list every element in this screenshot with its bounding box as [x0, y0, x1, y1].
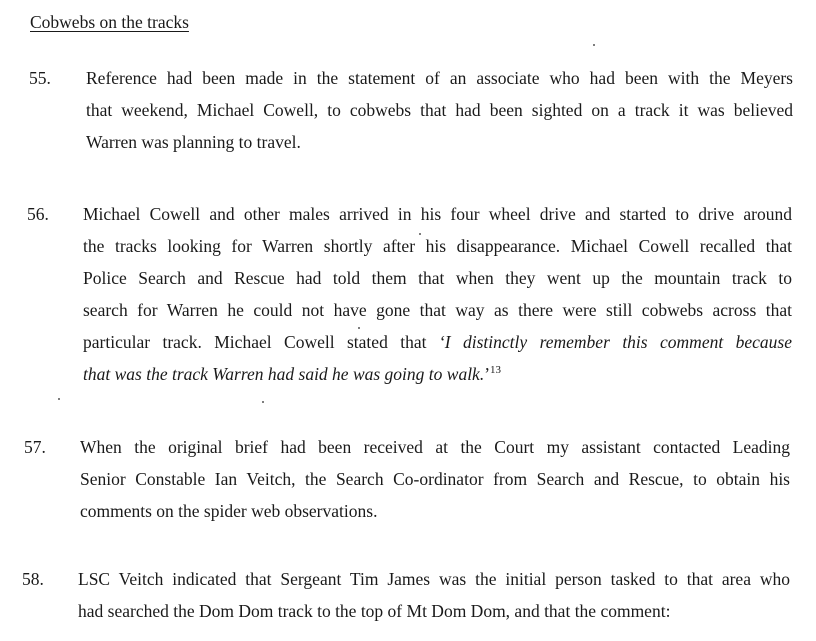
paragraph-line: the tracks looking for Warren shortly after his disappearance. Michael Cowell recalled that [83, 236, 792, 256]
paragraph-text [80, 436, 790, 532]
paragraph-number: 55. [29, 68, 51, 88]
paragraph-line: Reference had been made in the statement of an associate who had been with the Meyers [86, 68, 793, 88]
line-plain-text: particular track. Michael Cowell stated that [83, 332, 439, 352]
scan-speck [419, 233, 421, 235]
section-heading: Cobwebs on the tracks [30, 12, 189, 32]
scan-speck [262, 401, 264, 403]
quotation-text: ‘I distinctly remember this comment because [438, 332, 792, 352]
paragraph-line: had searched the Dom Dom track to the top of Mt Dom Dom, and that the comment: [78, 601, 671, 621]
paragraph-number: 56. [27, 204, 49, 224]
paragraph-line [83, 331, 792, 363]
scan-speck [593, 44, 595, 46]
paragraph-line: comments on the spider web observations. [80, 501, 378, 521]
scan-speck [358, 327, 360, 329]
paragraph-line: search for Warren he could not have gone that way as there were still cobwebs across that [83, 300, 792, 320]
paragraph-line: Senior Constable Ian Veitch, the Search Co-ordinator from Search and Rescue, to obtain his [80, 469, 790, 489]
closing-quote: ’ [484, 364, 491, 384]
paragraph-number: 57. [24, 437, 46, 457]
paragraph-line: Warren was planning to travel. [86, 132, 301, 152]
paragraph-text [86, 67, 793, 163]
paragraph-number: 58. [22, 569, 44, 589]
paragraph-line: LSC Veitch indicated that Sergeant Tim James was the initial person tasked to that area who [78, 569, 790, 589]
paragraph-text [83, 203, 792, 395]
footnote-reference: 13 [490, 364, 502, 377]
scan-speck [58, 398, 60, 400]
paragraph-line [83, 363, 792, 395]
paragraph-line: that weekend, Michael Cowell, to cobwebs that had been sighted on a track it was believed [86, 100, 793, 120]
paragraph-line: When the original brief had been received at the Court my assistant contacted Leading [80, 437, 790, 457]
quotation-text: that was the track Warren had said he was going to walk. [83, 364, 485, 384]
paragraph-line: Michael Cowell and other males arrived in his four wheel drive and started to drive around [83, 204, 792, 224]
paragraph-line: Police Search and Rescue had told them that when they went up the mountain track to [83, 268, 792, 288]
paragraph-text [78, 568, 790, 632]
